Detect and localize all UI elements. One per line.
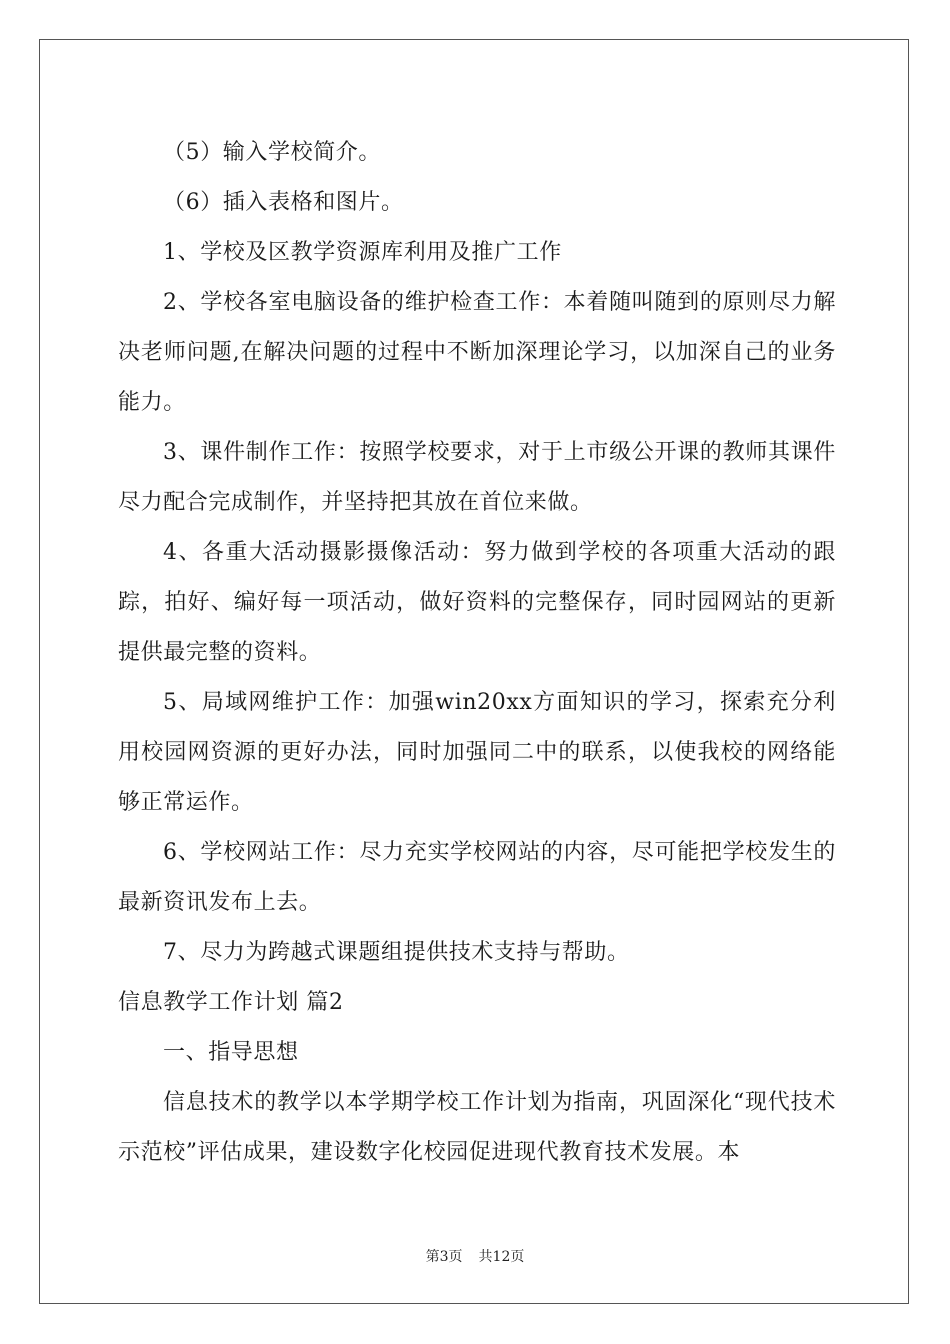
paragraph: 信息技术的教学以本学期学校工作计划为指南，巩固深化“现代技术示范校”评估成果，建设数字化校园促进现代教育技术发展。本 bbox=[118, 1090, 836, 1165]
section-title: 信息教学工作计划 篇2 bbox=[118, 990, 344, 1015]
page-total: 共12页 bbox=[478, 1249, 525, 1265]
paragraph: （6）插入表格和图片。 bbox=[163, 190, 404, 215]
paragraph: 3、课件制作工作：按照学校要求，对于上市级公开课的教师其课件尽力配合完成制作，并坚持把其放在首位来做。 bbox=[118, 440, 836, 515]
page-footer bbox=[0, 1246, 950, 1266]
page-number: 第3页 bbox=[425, 1249, 463, 1265]
paragraph: 1、学校及区教学资源库利用及推广工作 bbox=[163, 240, 562, 265]
subheading: 一、指导思想 bbox=[163, 1040, 299, 1065]
paragraph: 6、学校网站工作：尽力充实学校网站的内容，尽可能把学校发生的最新资讯发布上去。 bbox=[118, 840, 836, 915]
paragraph: （5）输入学校简介。 bbox=[163, 140, 381, 165]
paragraph: 5、局域网维护工作：加强win20xx方面知识的学习，探索充分利用校园网资源的更好办法，同时加强同二中的联系，以使我校的网络能够正常运作。 bbox=[118, 690, 836, 815]
document-body bbox=[118, 128, 836, 1178]
paragraph: 7、尽力为跨越式课题组提供技术支持与帮助。 bbox=[163, 940, 630, 965]
paragraph: 4、各重大活动摄影摄像活动：努力做到学校的各项重大活动的跟踪，拍好、编好每一项活动，做好资料的完整保存，同时园网站的更新提供最完整的资料。 bbox=[118, 540, 836, 665]
paragraph: 2、学校各室电脑设备的维护检查工作：本着随叫随到的原则尽力解决老师问题,在解决问题的过程中不断加深理论学习，以加深自己的业务能力。 bbox=[118, 290, 836, 415]
